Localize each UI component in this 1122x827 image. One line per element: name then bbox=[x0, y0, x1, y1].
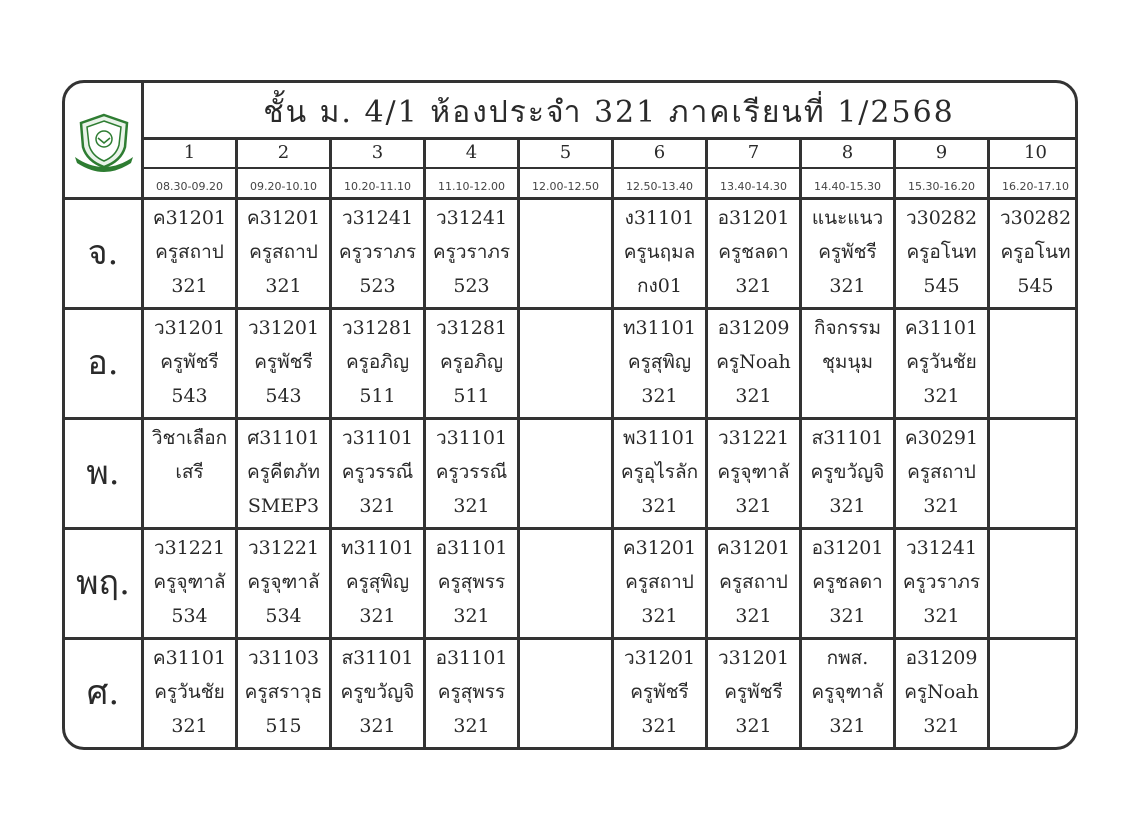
cell-teacher: ครูNoah bbox=[716, 351, 791, 373]
period-number: 10 bbox=[1024, 142, 1047, 163]
cell-code: ว31241 bbox=[435, 207, 508, 229]
schedule-cell bbox=[614, 641, 705, 743]
schedule-cell bbox=[332, 531, 423, 633]
day-label: พ. bbox=[86, 453, 120, 493]
cell-teacher: ครูจุฑาลั bbox=[717, 461, 790, 483]
cell-room: 321 bbox=[735, 495, 772, 517]
cell-code: ว31281 bbox=[341, 317, 414, 339]
period-time: 11.10-12.00 bbox=[438, 180, 505, 193]
cell-room: 511 bbox=[453, 385, 490, 407]
schedule-cell bbox=[332, 311, 423, 413]
cell-room bbox=[520, 599, 611, 633]
cell-code: ว31221 bbox=[153, 537, 226, 559]
cell-room: 321 bbox=[453, 605, 490, 627]
schedule-cell bbox=[802, 421, 893, 523]
cell-code: ค31201 bbox=[716, 537, 791, 559]
cell-teacher: ครูNoah bbox=[904, 681, 979, 703]
cell-code: อ31209 bbox=[717, 317, 790, 339]
cell-code: ว31221 bbox=[247, 537, 320, 559]
cell-room: 321 bbox=[171, 275, 208, 297]
cell-code: ว30282 bbox=[905, 207, 978, 229]
cell-teacher: ครูขวัญจิ bbox=[340, 681, 415, 703]
schedule-cell bbox=[144, 421, 235, 523]
period-number: 5 bbox=[559, 142, 572, 163]
period-number: 6 bbox=[653, 142, 666, 163]
grid-hline bbox=[141, 137, 1078, 140]
cell-room: 321 bbox=[641, 385, 678, 407]
period-number: 3 bbox=[371, 142, 384, 163]
cell-room bbox=[802, 379, 893, 413]
cell-teacher bbox=[990, 455, 1078, 489]
cell-code: ว31103 bbox=[247, 647, 320, 669]
cell-room: 321 bbox=[641, 605, 678, 627]
cell-teacher: ครูอโนท bbox=[1000, 241, 1071, 263]
cell-code bbox=[990, 531, 1078, 565]
cell-code: ว30282 bbox=[999, 207, 1072, 229]
cell-teacher bbox=[990, 675, 1078, 709]
schedule-cell bbox=[708, 201, 799, 303]
cell-code bbox=[520, 421, 611, 455]
schedule-cell bbox=[520, 641, 611, 743]
cell-code: ค31101 bbox=[152, 647, 227, 669]
cell-code: ว31241 bbox=[905, 537, 978, 559]
cell-room: 321 bbox=[829, 275, 866, 297]
cell-teacher: ครูขวัญจิ bbox=[810, 461, 885, 483]
cell-code: ค31201 bbox=[152, 207, 227, 229]
schedule-cell bbox=[520, 531, 611, 633]
cell-teacher: ครูวราภร bbox=[902, 571, 981, 593]
schedule-cell bbox=[144, 531, 235, 633]
cell-teacher: ครูวันชัย bbox=[906, 351, 977, 373]
cell-teacher: ครูสถาป bbox=[155, 241, 224, 263]
schedule-cell bbox=[520, 421, 611, 523]
schedule-cell bbox=[990, 201, 1078, 303]
cell-code: อ31209 bbox=[905, 647, 978, 669]
schedule-cell bbox=[426, 311, 517, 413]
cell-room: 543 bbox=[265, 385, 302, 407]
period-number: 8 bbox=[841, 142, 854, 163]
cell-room: 321 bbox=[735, 605, 772, 627]
period-time: 14.40-15.30 bbox=[814, 180, 881, 193]
period-time: 13.40-14.30 bbox=[720, 180, 787, 193]
period-time: 09.20-10.10 bbox=[250, 180, 317, 193]
cell-teacher: ครูชลดา bbox=[718, 241, 789, 263]
cell-teacher: ครูคีตภัท bbox=[246, 461, 320, 483]
cell-room bbox=[144, 489, 235, 523]
cell-room: 523 bbox=[453, 275, 490, 297]
cell-room: 321 bbox=[171, 715, 208, 737]
schedule-cell bbox=[238, 311, 329, 413]
cell-code: กพส. bbox=[826, 647, 869, 669]
day-label: อ. bbox=[87, 343, 119, 383]
period-time: 12.00-12.50 bbox=[532, 180, 599, 193]
period-time: 12.50-13.40 bbox=[626, 180, 693, 193]
cell-room: 321 bbox=[359, 605, 396, 627]
schedule-cell bbox=[708, 641, 799, 743]
schedule-cell bbox=[520, 201, 611, 303]
cell-code bbox=[990, 421, 1078, 455]
schedule-cell bbox=[426, 421, 517, 523]
cell-teacher bbox=[990, 565, 1078, 599]
cell-room bbox=[990, 599, 1078, 633]
schedule-cell bbox=[144, 641, 235, 743]
cell-room: 511 bbox=[359, 385, 396, 407]
schedule-cell bbox=[238, 421, 329, 523]
period-time: 08.30-09.20 bbox=[156, 180, 223, 193]
cell-teacher: ครูจุฑาลั bbox=[811, 681, 884, 703]
cell-code: ว31201 bbox=[717, 647, 790, 669]
cell-code: ค31201 bbox=[246, 207, 321, 229]
cell-code: ว31221 bbox=[717, 427, 790, 449]
cell-code: ศ31101 bbox=[247, 427, 320, 449]
schedule-cell bbox=[708, 421, 799, 523]
cell-teacher: ครูสถาป bbox=[907, 461, 976, 483]
schedule-cell bbox=[614, 201, 705, 303]
period-number: 2 bbox=[277, 142, 290, 163]
cell-code: อ31101 bbox=[435, 537, 508, 559]
cell-room: 321 bbox=[641, 495, 678, 517]
cell-room: 321 bbox=[923, 605, 960, 627]
schedule-cell bbox=[144, 201, 235, 303]
cell-room: 515 bbox=[265, 715, 302, 737]
period-time: 10.20-11.10 bbox=[344, 180, 411, 193]
cell-code: ว31201 bbox=[623, 647, 696, 669]
cell-code: ว31201 bbox=[247, 317, 320, 339]
schedule-cell bbox=[990, 531, 1078, 633]
period-number: 7 bbox=[747, 142, 760, 163]
schedule-cell bbox=[238, 201, 329, 303]
cell-teacher: ครูสราวุธ bbox=[244, 681, 323, 703]
cell-code: วิชาเลือก bbox=[151, 427, 228, 449]
cell-code: ง31101 bbox=[624, 207, 695, 229]
cell-teacher: เสรี bbox=[175, 461, 204, 483]
cell-code: พ31101 bbox=[623, 427, 696, 449]
cell-room bbox=[990, 489, 1078, 523]
period-time: 16.20-17.10 bbox=[1002, 180, 1069, 193]
cell-teacher: ครูพัชรี bbox=[254, 351, 313, 373]
cell-teacher: ครูสุพรร bbox=[437, 571, 506, 593]
cell-code: ว31281 bbox=[435, 317, 508, 339]
grid-hline bbox=[65, 417, 1078, 420]
cell-room bbox=[520, 379, 611, 413]
cell-code: ว31101 bbox=[341, 427, 414, 449]
cell-room: 534 bbox=[265, 605, 302, 627]
cell-teacher: ครูวรรณี bbox=[341, 461, 414, 483]
cell-room bbox=[520, 709, 611, 743]
cell-code: แนะแนว bbox=[811, 207, 884, 229]
period-number: 1 bbox=[183, 142, 196, 163]
cell-teacher: ครูวรรณี bbox=[435, 461, 508, 483]
cell-code: ส31101 bbox=[811, 427, 884, 449]
cell-teacher: ครูพัชรี bbox=[160, 351, 219, 373]
schedule-cell bbox=[520, 311, 611, 413]
cell-teacher: ครูพัชรี bbox=[818, 241, 877, 263]
cell-teacher: ชุมนุม bbox=[822, 351, 873, 373]
cell-code: ว31241 bbox=[341, 207, 414, 229]
cell-room: 523 bbox=[359, 275, 396, 297]
cell-teacher bbox=[520, 565, 611, 599]
schedule-cell bbox=[708, 311, 799, 413]
cell-teacher: ครูสุพิญ bbox=[627, 351, 692, 373]
cell-teacher bbox=[520, 455, 611, 489]
grid-hline bbox=[65, 527, 1078, 530]
schedule-title: ชั้น ม. 4/1 ห้องประจำ 321 ภาคเรียนที่ 1/2568 bbox=[263, 95, 955, 130]
schedule-cell bbox=[708, 531, 799, 633]
schedule-cell bbox=[802, 641, 893, 743]
cell-teacher: ครูนฤมล bbox=[623, 241, 696, 263]
school-emblem-icon bbox=[71, 111, 137, 173]
cell-room: 321 bbox=[265, 275, 302, 297]
schedule-frame bbox=[62, 80, 1078, 750]
schedule-cell bbox=[238, 531, 329, 633]
schedule-cell bbox=[990, 311, 1078, 413]
cell-teacher: ครูพัชรี bbox=[724, 681, 783, 703]
cell-room: 545 bbox=[1017, 275, 1054, 297]
cell-code: ค31101 bbox=[904, 317, 979, 339]
grid-hline bbox=[65, 307, 1078, 310]
cell-room: SMEP3 bbox=[247, 495, 320, 517]
schedule-cell bbox=[896, 531, 987, 633]
cell-teacher: ครูสุพิญ bbox=[345, 571, 410, 593]
cell-teacher bbox=[520, 345, 611, 379]
schedule-cell bbox=[144, 311, 235, 413]
schedule-cell bbox=[332, 421, 423, 523]
cell-code bbox=[520, 201, 611, 235]
cell-room: 321 bbox=[829, 495, 866, 517]
cell-teacher: ครูอภิญ bbox=[345, 351, 410, 373]
cell-code: กิจกรรม bbox=[813, 317, 882, 339]
cell-room: 321 bbox=[923, 385, 960, 407]
cell-teacher: ครูสุพรร bbox=[437, 681, 506, 703]
schedule-cell bbox=[990, 641, 1078, 743]
cell-teacher bbox=[520, 235, 611, 269]
cell-code: ค31201 bbox=[622, 537, 697, 559]
cell-room: 543 bbox=[171, 385, 208, 407]
schedule-cell bbox=[802, 201, 893, 303]
grid-hline bbox=[65, 637, 1078, 640]
cell-code bbox=[990, 641, 1078, 675]
cell-room bbox=[990, 709, 1078, 743]
cell-code: ว31201 bbox=[153, 317, 226, 339]
cell-teacher: ครูวราภร bbox=[432, 241, 511, 263]
cell-code bbox=[520, 311, 611, 345]
cell-teacher: ครูวราภร bbox=[338, 241, 417, 263]
cell-room: 321 bbox=[829, 605, 866, 627]
cell-teacher: ครูพัชรี bbox=[630, 681, 689, 703]
cell-room: 545 bbox=[923, 275, 960, 297]
cell-code: ท31101 bbox=[341, 537, 414, 559]
cell-room bbox=[520, 489, 611, 523]
cell-room bbox=[520, 269, 611, 303]
schedule-cell bbox=[990, 421, 1078, 523]
cell-teacher: ครูสถาป bbox=[625, 571, 694, 593]
schedule-cell bbox=[614, 531, 705, 633]
schedule-cell bbox=[332, 641, 423, 743]
cell-room: 321 bbox=[923, 495, 960, 517]
schedule-cell bbox=[426, 641, 517, 743]
schedule-cell bbox=[426, 531, 517, 633]
cell-teacher: ครูอุไรลัก bbox=[620, 461, 699, 483]
cell-code: ท31101 bbox=[623, 317, 696, 339]
cell-code bbox=[520, 641, 611, 675]
cell-room: 321 bbox=[923, 715, 960, 737]
cell-teacher: ครูจุฑาลั bbox=[153, 571, 226, 593]
schedule-cell bbox=[896, 201, 987, 303]
cell-code bbox=[990, 311, 1078, 345]
day-label: จ. bbox=[87, 233, 119, 273]
cell-code: ว31101 bbox=[435, 427, 508, 449]
period-number: 4 bbox=[465, 142, 478, 163]
cell-teacher: ครูสถาป bbox=[719, 571, 788, 593]
cell-room: 321 bbox=[735, 715, 772, 737]
cell-code: อ31201 bbox=[811, 537, 884, 559]
cell-code: ส31101 bbox=[341, 647, 414, 669]
cell-room: 321 bbox=[453, 495, 490, 517]
cell-room: กง01 bbox=[637, 275, 682, 297]
schedule-cell bbox=[802, 311, 893, 413]
cell-teacher: ครูวันชัย bbox=[154, 681, 225, 703]
cell-teacher: ครูจุฑาลั bbox=[247, 571, 320, 593]
cell-room: 534 bbox=[171, 605, 208, 627]
cell-code: ค30291 bbox=[904, 427, 979, 449]
cell-room: 321 bbox=[735, 275, 772, 297]
schedule-cell bbox=[332, 201, 423, 303]
schedule-cell bbox=[802, 531, 893, 633]
cell-teacher: ครูสถาป bbox=[249, 241, 318, 263]
cell-room: 321 bbox=[359, 715, 396, 737]
schedule-cell bbox=[896, 421, 987, 523]
cell-room: 321 bbox=[359, 495, 396, 517]
schedule-cell bbox=[896, 311, 987, 413]
cell-code: อ31201 bbox=[717, 207, 790, 229]
cell-room bbox=[990, 379, 1078, 413]
cell-code: อ31101 bbox=[435, 647, 508, 669]
cell-code bbox=[520, 531, 611, 565]
cell-teacher bbox=[520, 675, 611, 709]
grid-hline bbox=[141, 167, 1078, 169]
schedule-cell bbox=[614, 421, 705, 523]
cell-room: 321 bbox=[829, 715, 866, 737]
day-label: ศ. bbox=[86, 673, 120, 713]
schedule-cell bbox=[614, 311, 705, 413]
day-label: พฤ. bbox=[76, 563, 130, 603]
period-number: 9 bbox=[935, 142, 948, 163]
cell-teacher: ครูชลดา bbox=[812, 571, 883, 593]
period-time: 15.30-16.20 bbox=[908, 180, 975, 193]
schedule-cell bbox=[238, 641, 329, 743]
cell-teacher: ครูอภิญ bbox=[439, 351, 504, 373]
cell-teacher bbox=[990, 345, 1078, 379]
cell-room: 321 bbox=[735, 385, 772, 407]
cell-room: 321 bbox=[641, 715, 678, 737]
schedule-cell bbox=[896, 641, 987, 743]
cell-room: 321 bbox=[453, 715, 490, 737]
cell-teacher: ครูอโนท bbox=[906, 241, 977, 263]
schedule-cell bbox=[426, 201, 517, 303]
